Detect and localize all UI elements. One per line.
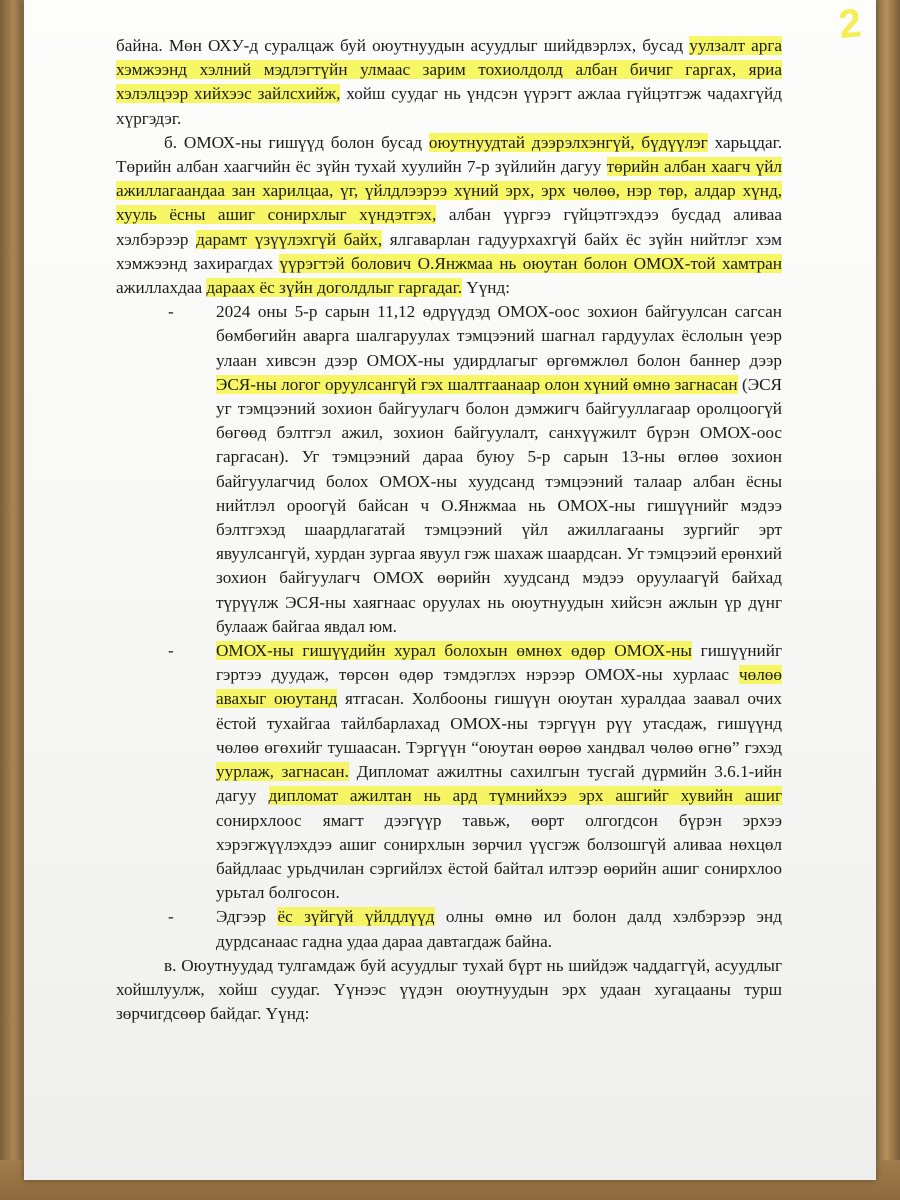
highlight: ЭСЯ-ны логог оруулсангүй гэх шалтгаанаар олон хүний өмнө загнасан: [216, 374, 738, 394]
bullet-1: - 2024 оны 5-р сарын 11,12 өдрүүдэд ОМОХ-оос зохион байгуулсан сагсан бөмбөгийн аварга шалгаруулах тэмцээний шагнал гардуулах ёслолын үеэр улаан хивсэн дээр ОМОХ-ны удирдлагыг өргөмжлөл болон баннер дээр ЭСЯ-ны логог оруулсангүй гэх шалтгаанаар олон хүний өмнө загнасан (ЭСЯ уг тэмцээний зохион байгуулагч болон дэмжигч байгууллагаар оролцоогүй бөгөөд бэлтгэл ажил, зохион байгуулалт, санхүүжилт бүрэн ОМОХ-оос гаргасан). Уг тэмцээний дараа буюу 5-р сарын 13-ны өглөө зохион байгуулагчид болох ОМОХ-ны хуудсанд тэмцээний талаар албан ёсны нийтлэл ороогүй байсан ч О.Янжмаа нь ОМОХ-ны гишүүнийг мэдээ бэлтгэхэд шаардлагатай тэмцээний үйл ажиллагааны зургийг эрт явуулсангүй, хурдан зургаа явуул гэж шахаж шаардсан. Уг тэмцээий ерөнхий зохион байгуулагч ОМОХ өөрийн хуудсанд мэдээ оруулаагүй байхад түрүүлж ЭСЯ-ны хаягнаас оруулах нь оюутнуудын хийсэн ажлын үр дүнг булааж байгаа явдал юм.: [116, 300, 782, 639]
bullet-3: - Эдгээр ёс зүйгүй үйлдлүүд олны өмнө ил болон далд хэлбэрээр энд дурдсанаас гадна удаа дараа давтагдаж байна.: [116, 905, 782, 953]
highlight: ёс зүйгүй үйлдлүүд: [277, 907, 435, 927]
highlight: ОМОХ-ны гишүүдийн хурал болохын өмнөх өдөр ОМОХ-ны: [216, 641, 692, 661]
highlight: уулзалт арга хэмжээнд хэлний мэдлэгтүйн улмаас зарим тохиолдолд албан бичиг гаргах, яриа хэлэлцээр хийхээс зайлсхийж,: [116, 36, 782, 104]
page-number-handwritten: 2: [836, 0, 864, 48]
paragraph-1: байна. Мөн ОХУ-д суралцаж буй оюутнуудын асуудлыг шийдвэрлэх, бусад уулзалт арга хэмжээнд хэлний мэдлэгтүйн улмаас зарим тохиолдолд албан бичиг гаргах, яриа хэлэлцээр хийхээс зайлсхийж, хойш суудаг нь үндсэн үүрэгт ажлаа гүйцэтгэж чадахгүйд хүргэдэг.: [116, 36, 782, 128]
wooden-table-left: [0, 0, 22, 1200]
bullet-dash: -: [168, 907, 174, 927]
highlight: дарамт үзүүлэхгүй байх,: [196, 229, 383, 249]
highlight: чөлөө авахыг оюутанд: [216, 665, 782, 709]
wooden-table-right: [874, 0, 900, 1200]
highlight: үүрэгтэй болович О.Янжмаа нь оюутан болон ОМОХ-той хамтран: [279, 253, 783, 273]
bullet-2: - ОМОХ-ны гишүүдийн хурал болохын өмнөх өдөр ОМОХ-ны гишүүнийг гэртээ дуудаж, төрсөн өдөр тэмдэглэх нэрээр ОМОХ-ны хурлаас чөлөө авахыг оюутанд ятгасан. Холбооны гишүүн оюутан хуралдаа заавал очих ёстой тухайгаа тайлбарлахад ОМОХ-ны тэргүүн рүү утасдаж, гишүүнд чөлөө өгөхийг тушаасан. Тэргүүн “оюутан өөрөө хандвал чөлөө өгнө” гэхэд уурлаж, загнасан. Дипломат ажилтны сахилгын тусгай дүрмийн 3.6.1-ийн дагуу дипломат ажилтан нь ард түмнийхээ эрх ашгийг хувийн ашиг сонирхлоос ямагт дээгүүр тавьж, өөрт олгогдсон бүрэн эрхээ хэрэгжүүлэхдээ ашиг сонирхлын зөрчил үүсгэж болзошгүй аливаа нөхцөл байдлаас урьдчилан сэргийлэх ёстой байтал илтээр өөрийн ашиг сонирхлоо урьтал болгосон.: [116, 639, 782, 905]
document-body: [116, 34, 782, 1026]
highlight: оюутнуудтай дээрэлхэнгүй, бүдүүлэг: [428, 132, 708, 152]
highlight: уурлаж, загнасан.: [216, 762, 349, 782]
bullet-dash: -: [168, 641, 174, 661]
bullet-dash: -: [168, 302, 174, 322]
paragraph-b: б. ОМОХ-ны гишүүд болон бусад оюутнуудтай дээрэлхэнгүй, бүдүүлэг харьцдаг. Төрийн албан хаагчийн ёс зүйн тухай хуулийн 7-р зүйлийн дагуу төрийн албан хаагч үйл ажиллагаандаа зан харилцаа, үг, үйлдлээрээ хүний эрх, эрх чөлөө, нэр төр, алдар хүнд, хууль ёсны ашиг сонирхлыг хүндэтгэх, албан үүргээ гүйцэтгэхдээ бусдад аливаа хэлбэрээр дарамт үзүүлэхгүй байх, ялгаварлан гадуурхахгүй байх ёс зүйн нийтлэг хэм хэмжээнд захирагдах үүрэгтэй болович О.Янжмаа нь оюутан болон ОМОХ-той хамтран ажиллахдаа дараах ёс зүйн доголдлыг гаргадаг. Үүнд:: [116, 132, 783, 298]
highlight: дипломат ажилтан нь ард түмнийхээ эрх ашгийг хувийн ашиг: [268, 786, 782, 806]
highlight: төрийн албан хаагч үйл ажиллагаандаа зан харилцаа, үг, үйлдлээрээ хүний эрх, эрх чөлөө, нэр төр, алдар хүнд, хууль ёсны ашиг сонирхлыг хүндэтгэх,: [116, 157, 782, 225]
paragraph-v: в. Оюутнуудад тулгамдаж буй асуудлыг тухай бүрт нь шийдэж чаддаггүй, асуудлыг хойшлуулж, хойш суудаг. Үүнээс үүдэн оюутнуудын эрх удаан хугацааны турш зөрчигдсөөр байдаг. Үүнд:: [116, 955, 782, 1024]
highlight: дараах ёс зүйн доголдлыг гаргадаг.: [206, 278, 462, 298]
